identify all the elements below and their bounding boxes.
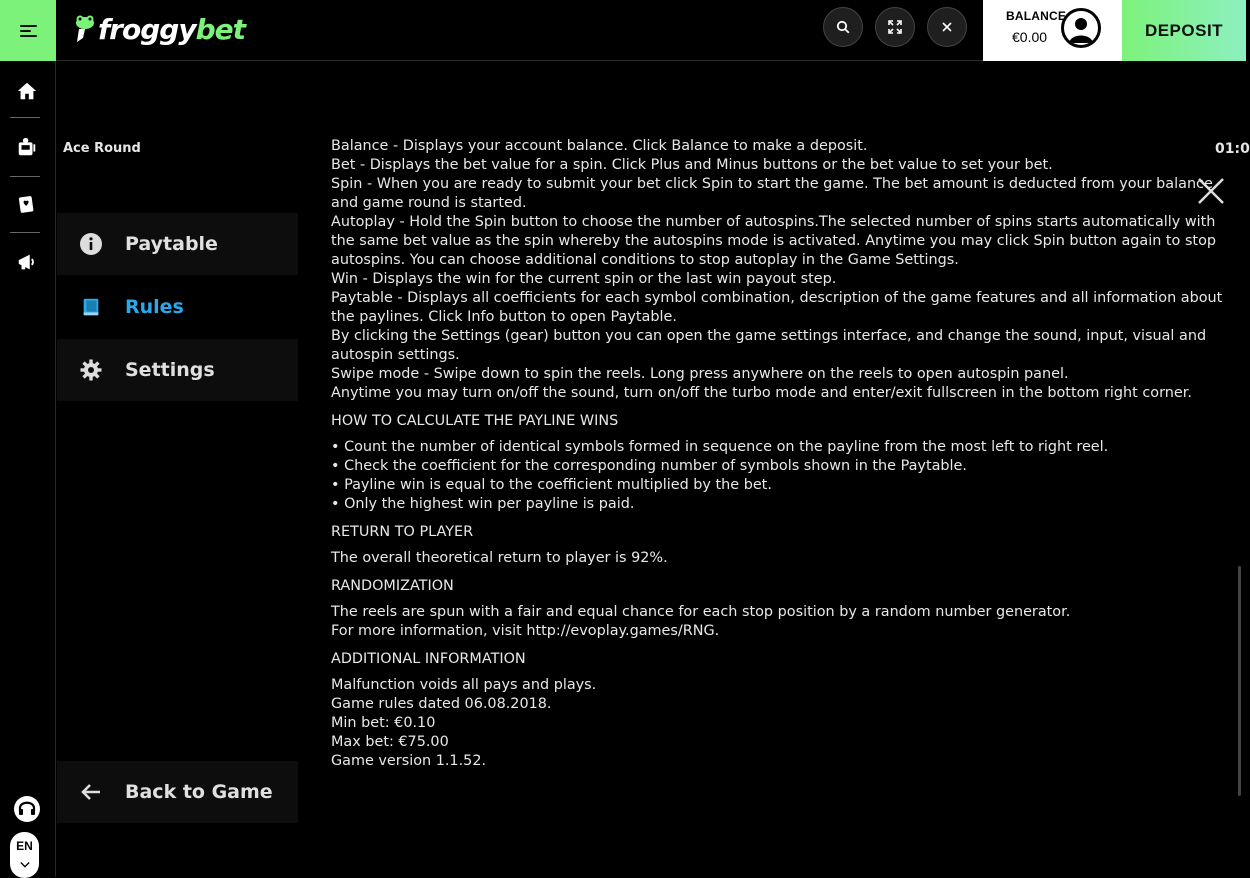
arrow-left-icon	[79, 780, 103, 804]
rules-control-item: Anytime you may turn on/off the sound, turn on/off the turbo mode and enter/exit fullscreen in the bottom right corner.	[331, 385, 1192, 401]
payline-item: • Payline win is equal to the coefficient multiplied by the bet.	[331, 477, 772, 493]
menu-button[interactable]	[0, 0, 56, 61]
scrollbar-thumb[interactable]	[1238, 566, 1241, 796]
slot-machine-icon[interactable]	[15, 135, 39, 159]
user-avatar-icon[interactable]	[1061, 8, 1101, 48]
search-button[interactable]	[823, 7, 863, 47]
menu-settings-label: Settings	[125, 359, 215, 381]
randomization-heading: RANDOMIZATION	[331, 578, 454, 594]
menu-rules[interactable]	[57, 276, 298, 338]
fullscreen-icon	[888, 20, 902, 34]
balance-value: €0.00	[1012, 29, 1048, 45]
rules-control-item: Win - Displays the win for the current spin or the last win payout step.	[331, 271, 837, 287]
logo-text-bet: bet	[195, 12, 245, 46]
home-icon[interactable]	[15, 79, 39, 103]
balance-widget[interactable]	[983, 0, 1122, 61]
support-headset-icon[interactable]	[15, 797, 39, 821]
fullscreen-button[interactable]	[875, 7, 915, 47]
rail-divider	[10, 232, 40, 233]
menu-rules-label: Rules	[125, 296, 184, 318]
rules-control-item: Autoplay - Hold the Spin button to choose the number of autospins.The selected number of spins starts automatically with the same bet value as the spin whereby the autospins mode is activated. Anytime you may click Spin button again to stop autospins. You can choose additional conditions to stop autoplay in the Game Settings.	[331, 214, 1217, 268]
gear-icon	[79, 358, 103, 382]
close-icon	[940, 20, 954, 34]
back-to-game-label: Back to Game	[125, 781, 273, 803]
rules-controls-list	[331, 156, 1231, 403]
cards-icon[interactable]	[15, 192, 39, 216]
language-code: EN	[16, 839, 33, 853]
froggybet-logo[interactable]	[74, 8, 245, 50]
rules-control-item: Swipe mode - Swipe down to spin the reels. Long press anywhere on the reels to open autospin panel.	[331, 366, 1069, 382]
close-game-button[interactable]	[927, 7, 967, 47]
chevron-down-icon	[20, 861, 30, 869]
payline-heading: HOW TO CALCULATE THE PAYLINE WINS	[331, 413, 619, 429]
rtp-heading: RETURN TO PLAYER	[331, 524, 474, 540]
logo-text-froggy: froggy	[98, 12, 196, 46]
top-bar	[0, 0, 1246, 61]
rules-balance-line: Balance - Displays your account balance. Click Balance to make a deposit.	[331, 138, 868, 154]
additional-info-item: Game rules dated 06.08.2018.	[331, 696, 552, 712]
additional-info-item: Malfunction voids all pays and plays.	[331, 677, 597, 693]
additional-info-item: Max bet: €75.00	[331, 734, 449, 750]
back-to-game-button[interactable]	[57, 761, 298, 823]
balance-label: BALANCE	[1006, 9, 1067, 23]
rules-control-item: Paytable - Displays all coefficients for each symbol combination, description of the game features and all information about the paylines. Click Info button to open Paytable.	[331, 290, 1223, 325]
rules-control-item: Spin - When you are ready to submit your bet click Spin to start the game. The bet amount is deducted from your balance and game round is started.	[331, 176, 1213, 211]
deposit-button[interactable]: DEPOSIT	[1122, 0, 1246, 61]
randomization-item: The reels are spun with a fair and equal chance for each stop position by a random number generator.	[331, 604, 1071, 620]
left-rail	[0, 61, 56, 877]
rules-control-item: Bet - Displays the bet value for a spin. Click Plus and Minus buttons or the bet value to set your bet.	[331, 157, 1053, 173]
language-selector[interactable]	[10, 832, 39, 878]
game-title: Ace Round	[63, 141, 141, 156]
rail-divider	[10, 176, 40, 177]
payline-item: • Check the coefficient for the corresponding number of symbols shown in the Paytable.	[331, 458, 967, 474]
additional-info-item: Game version 1.1.52.	[331, 753, 487, 769]
additional-info-item: Min bet: €0.10	[331, 715, 436, 731]
menu-paytable-label: Paytable	[125, 233, 218, 255]
rules-content[interactable]	[331, 138, 1231, 787]
book-icon	[79, 295, 103, 319]
randomization-item: For more information, visit http://evoplay.games/RNG.	[331, 623, 720, 639]
megaphone-icon[interactable]	[15, 250, 39, 274]
search-icon	[836, 20, 850, 34]
menu-paytable[interactable]	[57, 213, 298, 275]
payline-item: • Count the number of identical symbols formed in sequence on the payline from the most left to right reel.	[331, 439, 1109, 455]
frog-icon	[74, 14, 96, 44]
additional-info-heading: ADDITIONAL INFORMATION	[331, 651, 526, 667]
payline-item: • Only the highest win per payline is paid.	[331, 496, 635, 512]
hamburger-icon	[20, 22, 37, 40]
session-timer: 01:0	[1215, 141, 1250, 157]
rail-divider	[10, 117, 40, 118]
menu-settings[interactable]	[57, 339, 298, 401]
info-icon	[79, 232, 103, 256]
rules-control-item: By clicking the Settings (gear) button you can open the game settings interface, and change the sound, input, visual and autospin settings.	[331, 328, 1207, 363]
rtp-text: The overall theoretical return to player is 92%.	[331, 550, 668, 566]
